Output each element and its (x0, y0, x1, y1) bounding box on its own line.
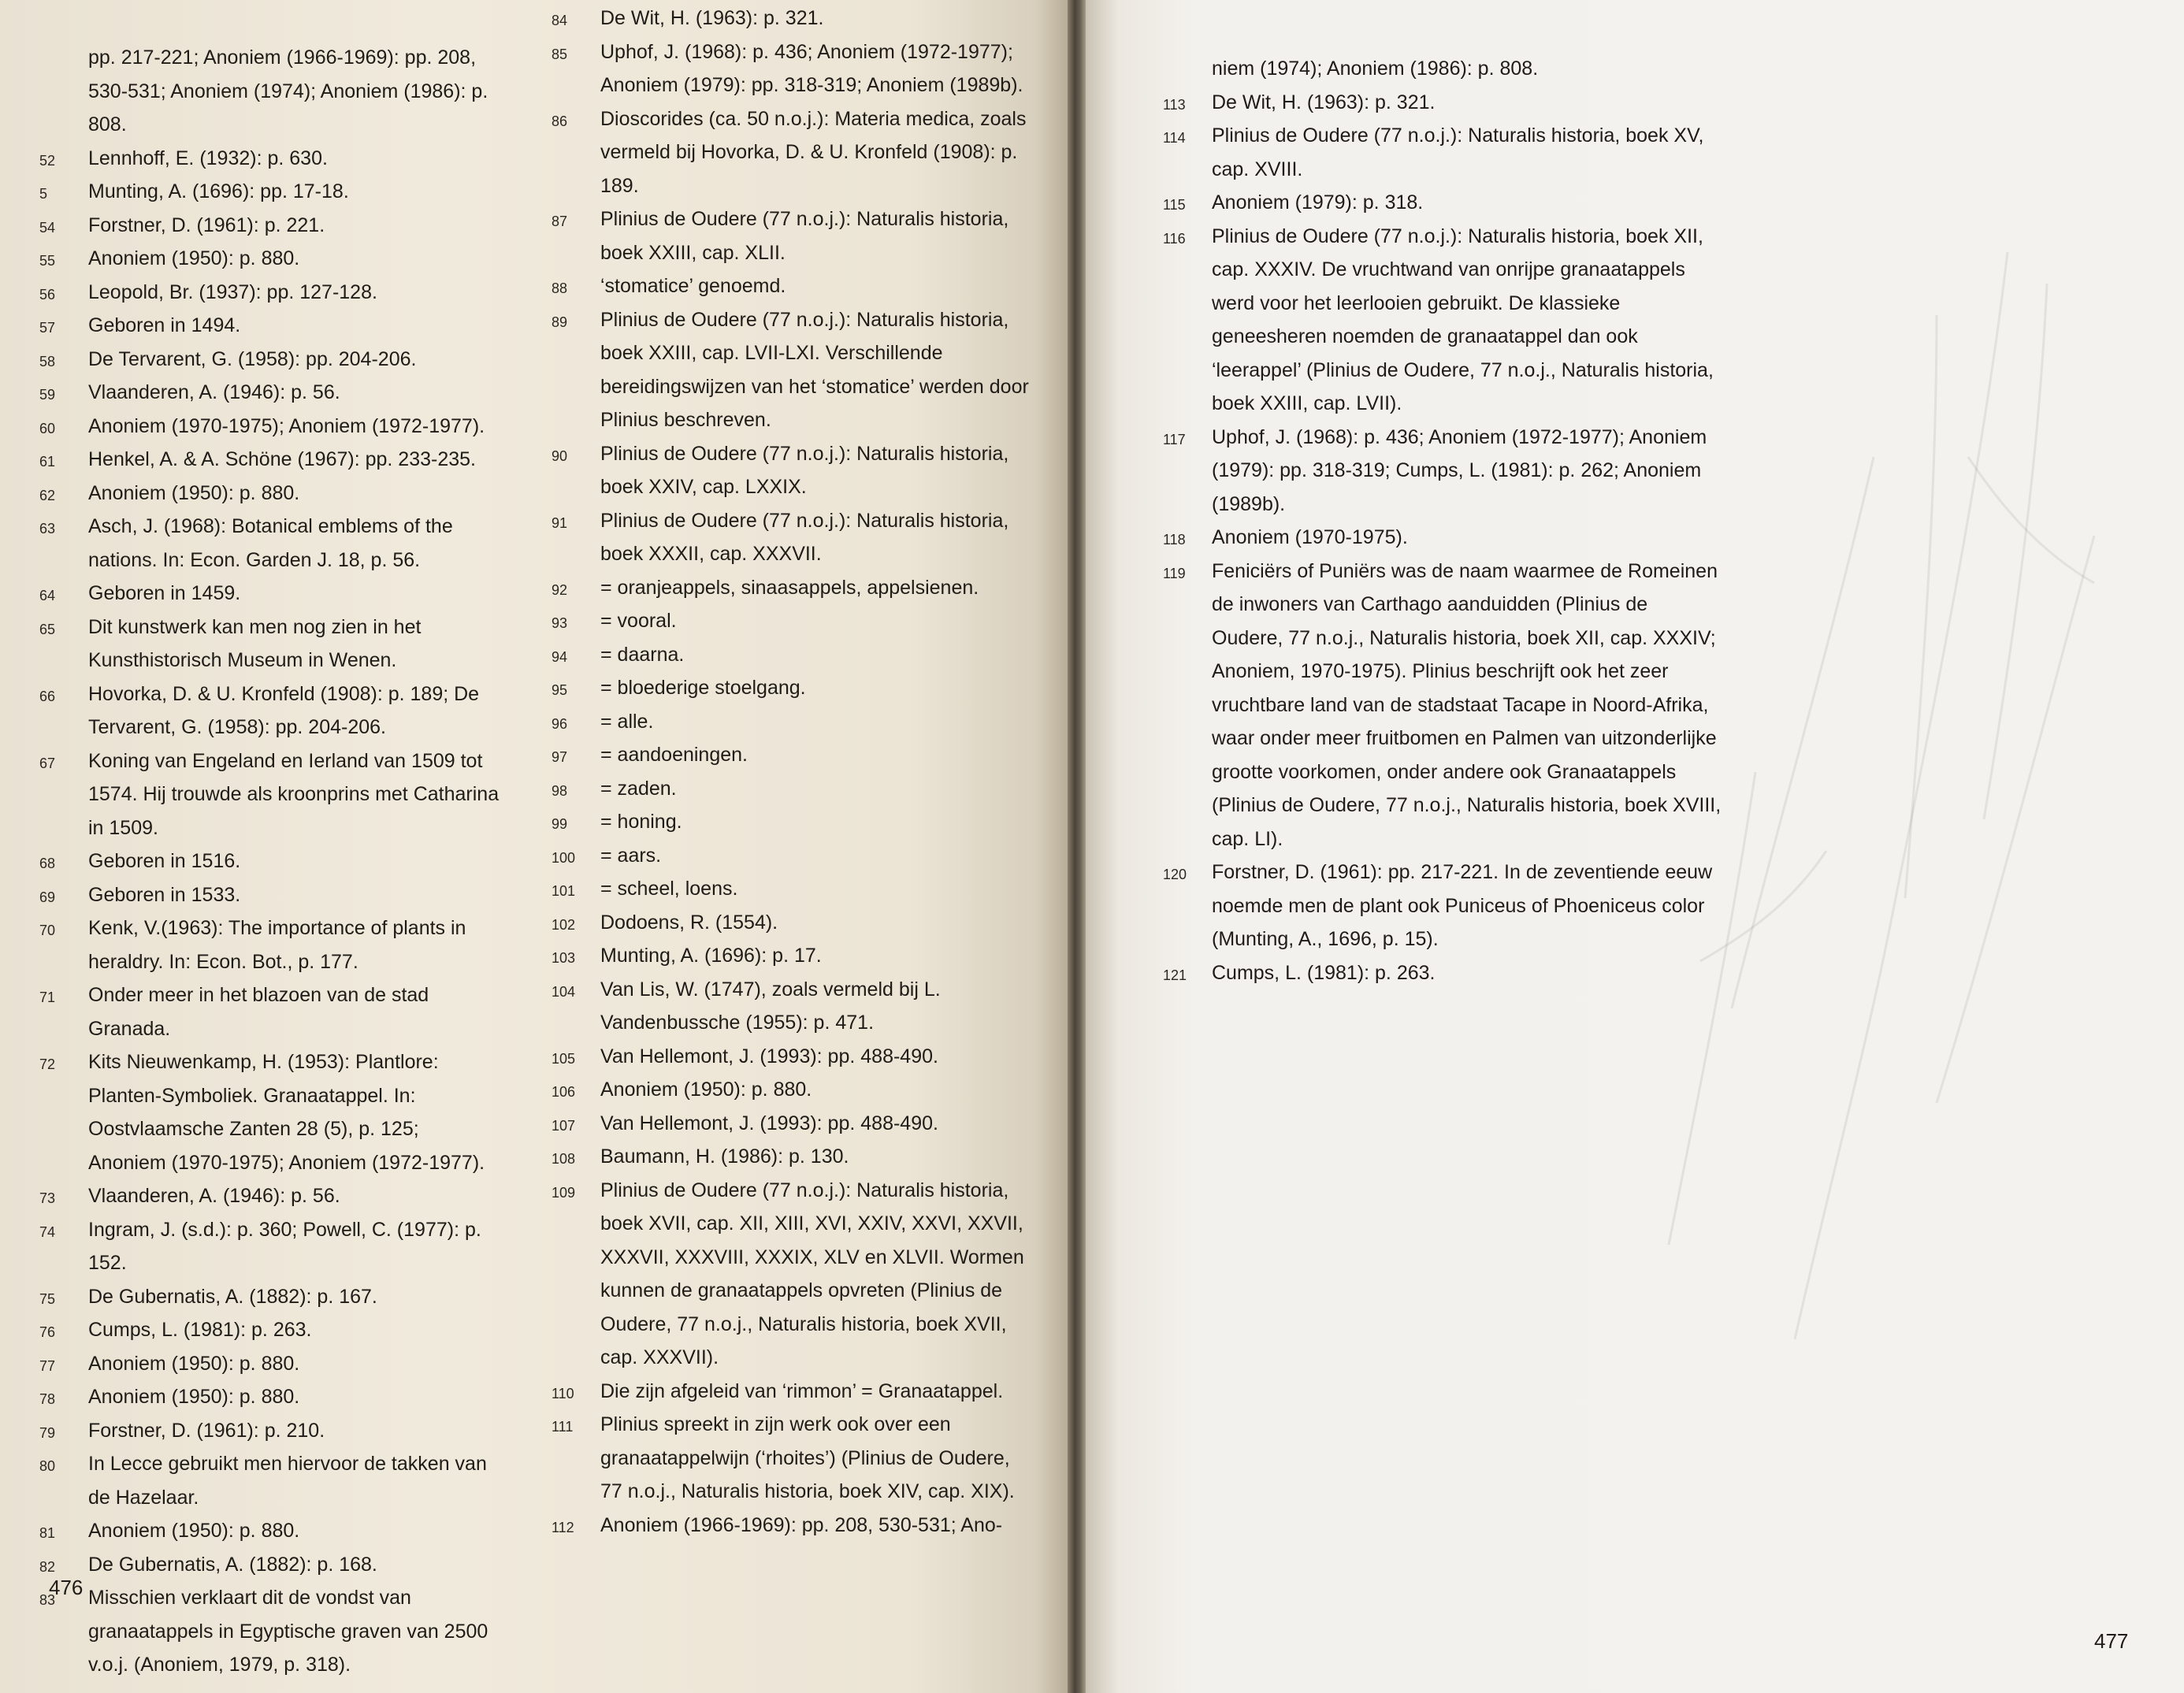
footnote-number: 116 (1163, 230, 1186, 247)
footnote-number: 104 (552, 983, 576, 1000)
footnote-number: 115 (1163, 197, 1186, 213)
footnote (39, 1581, 500, 1682)
footnote-number: 106 (552, 1084, 576, 1100)
footnote (39, 510, 500, 577)
footnote-text: Van Hellemont, J. (1993): pp. 488-490. (600, 1045, 938, 1067)
footnote-number: 88 (552, 280, 568, 296)
footnote (552, 738, 1032, 772)
notes-column-2 (552, 2, 1032, 1542)
footnote (39, 1213, 500, 1280)
footnote-text: Geboren in 1459. (88, 582, 241, 604)
footnote-text: Plinius de Oudere (77 n.o.j.): Naturalis historia, boek XVII, cap. XII, XIII, XVI, XXIV, XXVI, XXVII, XXXVII, XXXVIII, XXXIX, XLV en XLVII. Wormen kunnen de granaatappels opvreten (Plinius de Oudere, 77 n.o.j., Naturalis historia, boek XVII, cap. XXXVII). (600, 1179, 1024, 1368)
footnote-text: Leopold, Br. (1937): pp. 127-128. (88, 280, 377, 303)
footnote-text: = bloederige stoelgang. (600, 677, 806, 699)
footnote (39, 1347, 500, 1381)
footnote-text: Onder meer in het blazoen van de stad Granada. (88, 984, 429, 1040)
footnote-number: 70 (39, 923, 56, 938)
footnote-text: Van Hellemont, J. (1993): pp. 488-490. (600, 1112, 938, 1134)
footnote-number: 54 (39, 219, 56, 236)
footnote (39, 744, 500, 845)
footnote-number: 99 (552, 816, 568, 832)
footnote-text: = honing. (600, 811, 682, 833)
footnote-number: 74 (39, 1223, 56, 1240)
footnote (552, 269, 1032, 303)
footnote-number: 100 (552, 849, 576, 866)
footnote-text: = vooral. (600, 610, 677, 632)
footnote-text: De Wit, H. (1963): p. 321. (1212, 91, 1436, 113)
footnote (39, 1380, 500, 1414)
footnote-number: 112 (552, 1519, 574, 1535)
footnote-number: 60 (39, 420, 56, 436)
footnote-text: Plinius de Oudere (77 n.o.j.): Naturalis historia, boek XXIII, cap. XLII. (600, 208, 1009, 264)
footnote-number: 120 (1163, 867, 1187, 882)
footnote-number: 87 (552, 213, 568, 229)
footnote-text: Plinius de Oudere (77 n.o.j.): Naturalis historia, boek XXXII, cap. XXXVII. (600, 509, 1009, 565)
footnote-number: 75 (39, 1290, 56, 1307)
footnote-number: 61 (39, 454, 56, 470)
footnote-number: 103 (552, 950, 576, 966)
footnote (39, 577, 500, 611)
footnote-text: = aars. (600, 844, 662, 867)
footnote-number: 83 (39, 1592, 56, 1608)
footnote-number: 121 (1163, 967, 1187, 983)
footnote-number: 71 (39, 989, 56, 1005)
footnote (1163, 555, 1722, 856)
footnote-number: 110 (552, 1385, 574, 1402)
page-number-right: 477 (2094, 1629, 2129, 1653)
footnote-number: 67 (39, 755, 56, 771)
footnote (552, 1040, 1032, 1074)
footnote-text: Dit kunstwerk kan men nog zien in het Kunsthistorisch Museum in Wenen. (88, 615, 422, 671)
footnote-number: 63 (39, 521, 56, 536)
footnote-number: 81 (39, 1525, 56, 1541)
footnote-number: 111 (552, 1419, 574, 1435)
footnote-text: Plinius spreekt in zijn werk ook over een granaatappelwijn (‘rhoites’) (Plinius de Oudere, 77 n.o.j., Naturalis historia, boek XIV, cap. XIX). (600, 1413, 1015, 1502)
footnote-text: Anoniem (1970-1975). (1212, 526, 1408, 548)
footnote (1163, 521, 1722, 555)
footnote-text: Cumps, L. (1981): p. 263. (88, 1319, 312, 1341)
footnote-text: Cumps, L. (1981): p. 263. (1212, 961, 1436, 984)
footnote (552, 705, 1032, 739)
footnote (39, 410, 500, 444)
book-gutter (1068, 0, 1086, 1693)
footnote (552, 1509, 1032, 1543)
footnote-number: 95 (552, 682, 568, 698)
footnote-number: 68 (39, 856, 56, 871)
footnote (39, 343, 500, 377)
footnote (39, 1447, 500, 1514)
footnote (39, 1548, 500, 1582)
footnote (552, 202, 1032, 269)
footnote-text: In Lecce gebruikt men hiervoor de takken van de Hazelaar. (88, 1453, 487, 1509)
footnote-text: Munting, A. (1696): p. 17. (600, 945, 822, 967)
footnote-text: Anoniem (1950): p. 880. (88, 1352, 300, 1375)
footnote (39, 376, 500, 410)
footnote (552, 906, 1032, 940)
footnote (39, 611, 500, 678)
footnote (39, 678, 500, 744)
footnote-number: 86 (552, 113, 568, 129)
footnote-number: 92 (552, 581, 568, 598)
footnote-number: 114 (1163, 130, 1186, 146)
footnote-number: 91 (552, 514, 568, 531)
footnote-text: = oranjeappels, sinaasappels, appelsienen. (600, 576, 979, 599)
page-number-left: 476 (49, 1576, 84, 1599)
notes-column-1 (39, 41, 500, 1682)
footnote-number: 72 (39, 1056, 56, 1072)
footnote-text: Baumann, H. (1986): p. 130. (600, 1145, 849, 1168)
footnote-number: 119 (1163, 565, 1186, 581)
footnote-text: Geboren in 1494. (88, 314, 241, 336)
footnote (552, 604, 1032, 638)
footnote-number: 84 (552, 13, 568, 28)
footnote-text: Forstner, D. (1961): pp. 217-221. In de zeventiende eeuw noemde men de plant ook Puniceus of Phoeniceus color (Munting, A., 1696, p. 15). (1212, 861, 1713, 950)
footnote-number: 69 (39, 889, 56, 905)
footnote-text: Hovorka, D. & U. Kronfeld (1908): p. 189; De Tervarent, G. (1958): pp. 204-206. (88, 682, 480, 738)
footnote (552, 571, 1032, 605)
footnote-text: Kits Nieuwenkamp, H. (1953): Plantlore: Planten-Symboliek. Granaatappel. In: Oostvlaamsche Zanten 28 (5), p. 125; Anoniem (1970-1975); Anoniem (1972-1977). (88, 1051, 485, 1174)
footnote-number: 96 (552, 715, 568, 732)
footnote-number: 58 (39, 353, 56, 369)
footnote (552, 805, 1032, 839)
footnote-number: 62 (39, 487, 56, 503)
footnote-number: 77 (39, 1357, 56, 1374)
footnote (552, 638, 1032, 672)
footnote-number: 109 (552, 1184, 576, 1201)
footnote-text: Feniciërs of Puniërs was de naam waarmee de Romeinen de inwoners van Carthago aanduidden (Plinius de Oudere, 77 n.o.j., Naturalis historia, boek XII, cap. XXXIV; Anoniem, 1970-1975). Plinius beschrijft ook het zeer vruchtbare land van de stadstaat Tacape in Noord-Afrika, waar onder meer fruitbomen en Palmen van uitzonderlijke grootte voorkomen, onder andere ook Granaatappels (Plinius de Oudere, 77 n.o.j., Naturalis historia, boek XVIII, cap. LI). (1212, 559, 1722, 850)
footnote-text: De Gubernatis, A. (1882): p. 168. (88, 1553, 377, 1576)
footnote-number: 89 (552, 314, 568, 330)
footnote (552, 35, 1032, 102)
footnote-text: Kenk, V.(1963): The importance of plants in heraldry. In: Econ. Bot., p. 177. (88, 917, 466, 973)
footnote-text: Uphof, J. (1968): p. 436; Anoniem (1972-1977); Anoniem (1979): pp. 318-319; Anoniem (1989b). (600, 40, 1023, 96)
footnote (39, 242, 500, 276)
footnote-number: 118 (1163, 532, 1186, 548)
footnote-number: 64 (39, 588, 56, 603)
footnote (39, 1414, 500, 1448)
footnote-text: Plinius de Oudere (77 n.o.j.): Naturalis historia, boek XXIII, cap. LVII-LXI. Verschillende bereidingswijzen van het ‘stomatice’ werden door Plinius beschreven. (600, 308, 1029, 431)
footnote-text: Asch, J. (1968): Botanical emblems of the nations. In: Econ. Garden J. 18, p. 56. (88, 515, 453, 571)
footnote (552, 973, 1032, 1040)
footnote-number: 80 (39, 1458, 56, 1474)
footnote (1163, 421, 1722, 522)
footnote-text: Anoniem (1950): p. 880. (88, 1520, 300, 1542)
footnote (552, 2, 1032, 35)
footnote-number: 73 (39, 1190, 56, 1206)
footnote-number: 101 (552, 883, 576, 899)
footnote-number: 82 (39, 1558, 56, 1575)
footnote-text: Henkel, A. & A. Schöne (1967): pp. 233-235. (88, 448, 476, 470)
footnote-text: = scheel, loens. (600, 878, 738, 900)
footnote-text: ‘stomatice’ genoemd. (600, 275, 786, 297)
footnote (552, 1408, 1032, 1509)
footnote-number: 65 (39, 621, 56, 637)
footnote (39, 209, 500, 243)
footnote-number: 79 (39, 1424, 56, 1441)
footnote-number: 105 (552, 1050, 576, 1067)
footnote-number: 55 (39, 253, 56, 269)
footnote (39, 1313, 500, 1347)
footnote-number: 90 (552, 447, 568, 464)
footnote-text: Plinius de Oudere (77 n.o.j.): Naturalis historia, boek XXIV, cap. LXXIX. (600, 442, 1009, 498)
footnote-text: Munting, A. (1696): pp. 17-18. (88, 180, 349, 202)
footnote-text: Ingram, J. (s.d.): p. 360; Powell, C. (1977): p. 152. (88, 1218, 481, 1274)
footnote (39, 1179, 500, 1213)
footnote (552, 1375, 1032, 1409)
footnote (552, 437, 1032, 504)
footnote (39, 142, 500, 176)
footnote-text: De Gubernatis, A. (1882): p. 167. (88, 1285, 377, 1308)
footnote-number: 107 (552, 1117, 576, 1134)
footnote (39, 878, 500, 912)
footnote-text: De Wit, H. (1963): p. 321. (600, 7, 824, 29)
footnote (39, 845, 500, 878)
footnote-number: 85 (552, 46, 568, 62)
footnote (39, 276, 500, 310)
footnote-text: Koning van Engeland en Ierland van 1509 tot 1574. Hij trouwde als kroonprins met Catharina in 1509. (88, 749, 500, 839)
footnote (552, 839, 1032, 873)
footnote-text: Anoniem (1950): p. 880. (88, 1386, 300, 1408)
footnote-text: Plinius de Oudere (77 n.o.j.): Naturalis historia, boek XII, cap. XXXIV. De vruchtwand van onrijpe granaatappels werd voor het leerlooien gebruikt. De klassieke geneesheren noemden de granaatappel dan ook ‘leerappel’ (Plinius de Oudere, 77 n.o.j., Naturalis historia, boek XXIII, cap. LVII). (1212, 225, 1714, 414)
footnote-number: 94 (552, 648, 568, 665)
footnote-text: Vlaanderen, A. (1946): p. 56. (88, 1185, 340, 1207)
footnote (1163, 52, 1722, 86)
footnote (1163, 186, 1722, 220)
footnote-text: De Tervarent, G. (1958): pp. 204-206. (88, 347, 417, 370)
footnote (552, 303, 1032, 437)
footnote-number: 97 (552, 749, 568, 765)
footnote-text: Dodoens, R. (1554). (600, 911, 778, 934)
footnote-text: Van Lis, W. (1747), zoals vermeld bij L. Vandenbussche (1955): p. 471. (600, 978, 941, 1034)
footnote (552, 504, 1032, 571)
footnote (39, 443, 500, 477)
footnote-text: Forstner, D. (1961): p. 210. (88, 1419, 325, 1442)
footnote (39, 41, 500, 142)
footnote-text: Die zijn afgeleid van ‘rimmon’ = Granaatappel. (600, 1379, 1004, 1402)
footnote-text: = zaden. (600, 777, 677, 800)
footnote-text: Dioscorides (ca. 50 n.o.j.): Materia medica, zoals vermeld bij Hovorka, D. & U. Kronfeld (1908): p. 189. (600, 107, 1027, 197)
footnote (39, 175, 500, 209)
footnote-number: 5 (39, 186, 48, 202)
footnote-text: Anoniem (1950): p. 880. (88, 247, 300, 269)
footnote-text: Anoniem (1979): p. 318. (1212, 191, 1424, 213)
footnote (39, 477, 500, 510)
footnote-number: 98 (552, 782, 568, 799)
footnote-number: 93 (552, 615, 568, 631)
footnote-text: Geboren in 1533. (88, 883, 241, 906)
footnote (552, 1073, 1032, 1107)
footnote-text: = aandoeningen. (600, 744, 748, 766)
footnote-number: 66 (39, 688, 56, 704)
footnote (39, 911, 500, 978)
footnote-number: 56 (39, 286, 56, 303)
footnote (552, 1107, 1032, 1141)
footnote-number: 117 (1163, 431, 1186, 447)
footnote (552, 939, 1032, 973)
footnote-text: Lennhoff, E. (1932): p. 630. (88, 147, 328, 169)
footnote-number: 57 (39, 320, 56, 336)
footnote-number: 52 (39, 152, 56, 169)
footnote-number: 76 (39, 1324, 56, 1340)
footnote-text: Anoniem (1970-1975); Anoniem (1972-1977). (88, 414, 485, 437)
footnote-text: Anoniem (1950): p. 880. (88, 481, 300, 504)
footnote-text: Plinius de Oudere (77 n.o.j.): Naturalis historia, boek XV, cap. XVIII. (1212, 124, 1704, 180)
footnote-number: 113 (1163, 96, 1186, 113)
footnote (1163, 220, 1722, 421)
footnote-text: pp. 217-221; Anoniem (1966-1969): pp. 208, 530-531; Anoniem (1974); Anoniem (1986): p. 808. (88, 46, 488, 136)
right-page (1086, 0, 2184, 1693)
footnote-text: Uphof, J. (1968): p. 436; Anoniem (1972-1977); Anoniem (1979): pp. 318-319; Cumps, L. (1981): p. 262; Anoniem (1989b). (1212, 425, 1707, 515)
footnote-text: Anoniem (1966-1969): pp. 208, 530-531; Ano- (600, 1513, 1003, 1536)
footnote-text: Vlaanderen, A. (1946): p. 56. (88, 381, 340, 403)
footnote (39, 978, 500, 1045)
notes-column-3 (1163, 52, 1722, 989)
footnote-text: = daarna. (600, 643, 685, 666)
footnote (552, 872, 1032, 906)
footnote-text: Misschien verklaart dit de vondst van granaatappels in Egyptische graven van 2500 v.o.j. (Anoniem, 1979, p. 318). (88, 1587, 488, 1676)
footnote (552, 772, 1032, 806)
footnote-number: 78 (39, 1391, 56, 1407)
footnote (1163, 956, 1722, 990)
footnote (552, 671, 1032, 705)
footnote (552, 1174, 1032, 1375)
footnote (39, 1514, 500, 1548)
footnote-text: Forstner, D. (1961): p. 221. (88, 213, 325, 236)
left-page (0, 0, 1068, 1693)
footnote (39, 1280, 500, 1314)
footnote (39, 1045, 500, 1179)
footnote (39, 309, 500, 343)
footnote (1163, 119, 1722, 186)
footnote-number: 108 (552, 1151, 576, 1167)
footnote (1163, 86, 1722, 120)
footnote-text: Geboren in 1516. (88, 850, 241, 872)
footnote-text: Anoniem (1950): p. 880. (600, 1079, 812, 1101)
footnote-text: = alle. (600, 710, 654, 733)
footnote-number: 102 (552, 916, 576, 933)
footnote (1163, 856, 1722, 956)
footnote-text: niem (1974); Anoniem (1986): p. 808. (1212, 58, 1539, 80)
footnote-number: 59 (39, 387, 56, 403)
footnote (552, 1140, 1032, 1174)
footnote (552, 102, 1032, 203)
